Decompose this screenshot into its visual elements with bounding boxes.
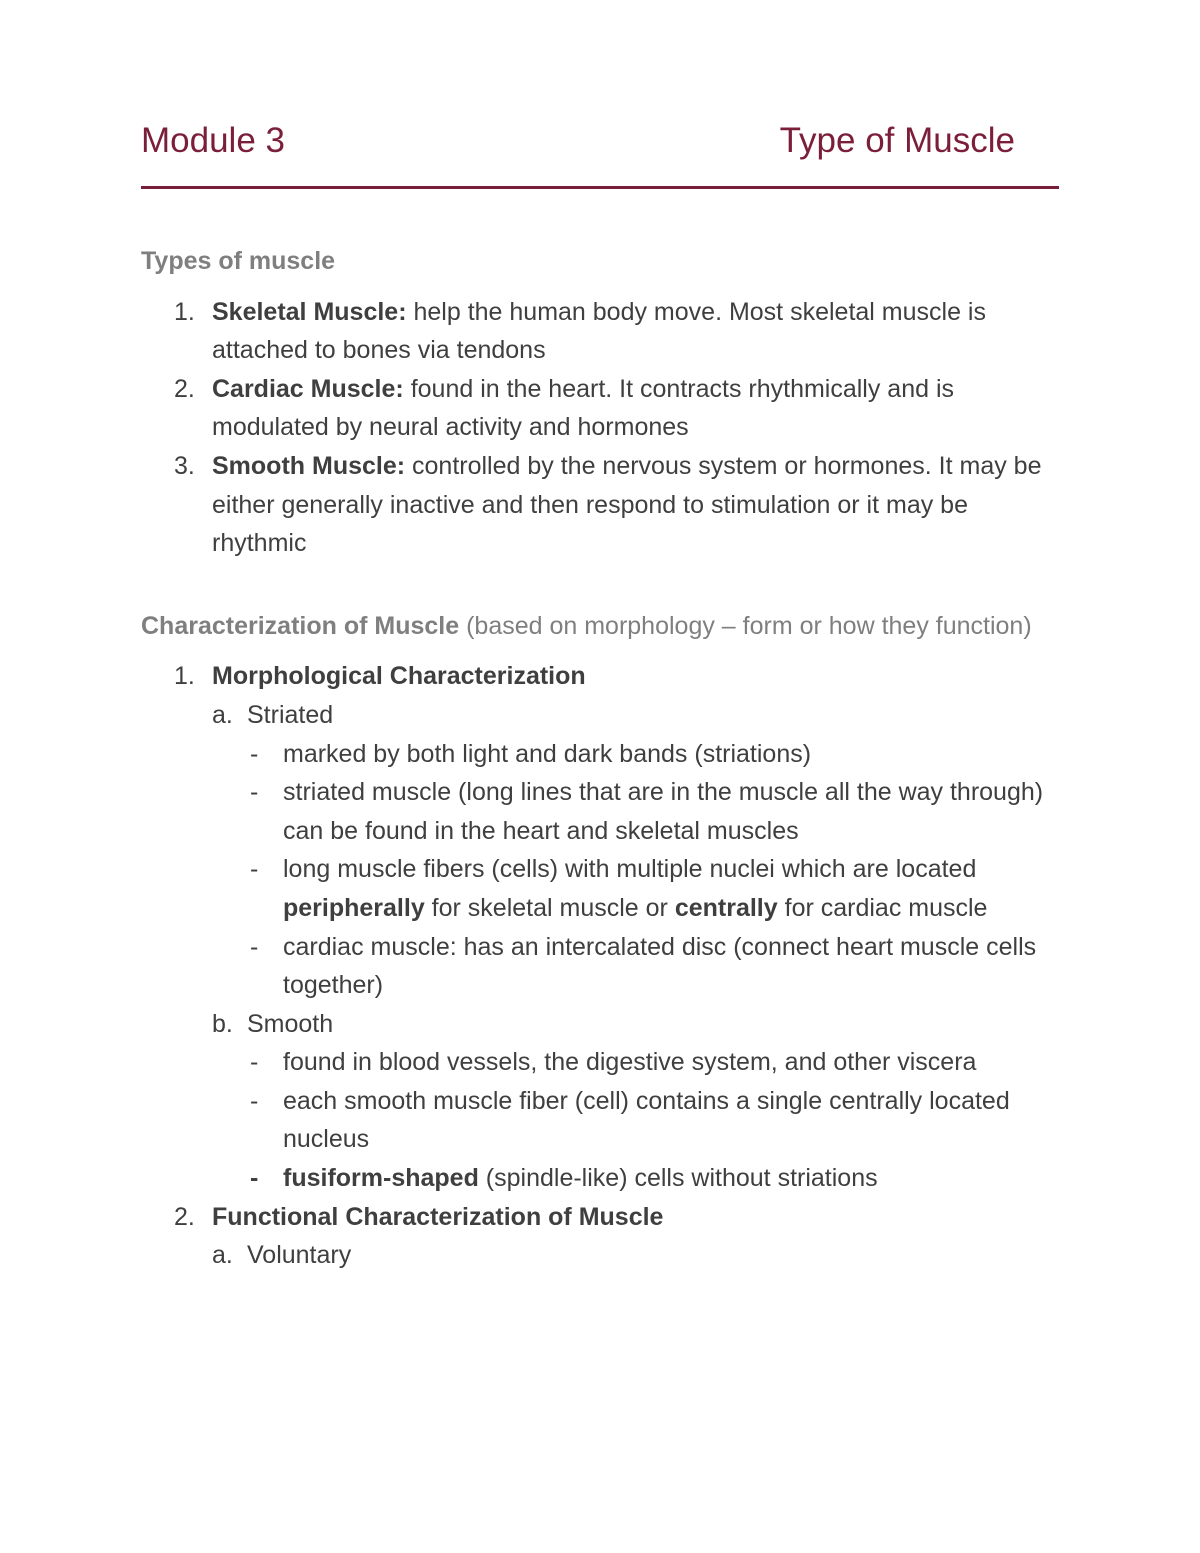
term-label: Smooth Muscle:: [212, 451, 406, 480]
list-number: 2.: [174, 1202, 195, 1231]
bullet-emphasis: fusiform-shaped: [283, 1164, 479, 1193]
bullet-list: [247, 1043, 1059, 1197]
list-item-title: Functional Characterization of Muscle: [212, 1202, 664, 1231]
list-number: 1.: [174, 297, 195, 326]
dash-marker: -: [250, 1164, 259, 1193]
sub-list-item: [212, 1236, 1059, 1275]
bullet-item: [247, 773, 1059, 850]
bullet-text: (spindle-like) cells without striations: [478, 1164, 878, 1193]
dash-marker: -: [250, 1086, 259, 1115]
list-item: [141, 447, 1059, 563]
module-title: Module 3: [141, 121, 285, 160]
bullet-item: [247, 1082, 1059, 1159]
list-number: 2.: [174, 374, 195, 403]
bullet-item: [247, 735, 1059, 774]
dash-marker: -: [250, 1048, 259, 1077]
bullet-emphasis: peripherally: [283, 893, 425, 922]
characterization-list: [141, 657, 1059, 1275]
bullet-text: each smooth muscle fiber (cell) contains a single centrally located nucleus: [283, 1086, 1010, 1154]
term-description: controlled by the nervous system or hormones. It may be either generally inactive and then respond to stimulation or it may be rhythmic: [212, 451, 1042, 558]
bullet-text: for skeletal muscle or: [424, 893, 675, 922]
sub-list: [212, 1236, 1059, 1275]
bullet-item: [247, 1043, 1059, 1082]
page-header: [141, 118, 1059, 168]
sub-letter: a.: [212, 1241, 233, 1270]
bullet-text: marked by both light and dark bands (striations): [283, 739, 812, 768]
bullet-text: striated muscle (long lines that are in the muscle all the way through) can be found in the heart and skeletal muscles: [283, 778, 1044, 845]
sub-letter: b.: [212, 1009, 233, 1038]
dash-marker: -: [250, 778, 259, 807]
dash-marker: -: [250, 932, 259, 961]
bullet-text: for cardiac muscle: [777, 893, 988, 922]
bullet-item: [247, 850, 1059, 927]
bullet-text: found in blood vessels, the digestive system, and other viscera: [283, 1048, 977, 1077]
document-body: [141, 242, 1059, 1275]
section-spacer: [141, 563, 1059, 607]
list-item: [141, 370, 1059, 447]
dash-marker: -: [250, 855, 259, 884]
term-description: help the human body move. Most skeletal muscle is attached to bones via tendons: [212, 297, 986, 365]
sub-label: Striated: [247, 700, 334, 729]
term-label: Cardiac Muscle:: [212, 374, 404, 403]
bullet-text: long muscle fibers (cells) with multiple nuclei which are located: [283, 855, 977, 884]
sub-label: Smooth: [247, 1009, 334, 1038]
sub-list: [212, 696, 1059, 1198]
bullet-emphasis: centrally: [674, 893, 778, 922]
bullet-list: [247, 735, 1059, 1005]
header-divider: [141, 186, 1059, 189]
bullet-item: [247, 1159, 1059, 1198]
heading-note: (based on morphology – form or how they function): [459, 611, 1032, 640]
term-label: Skeletal Muscle:: [212, 297, 407, 326]
types-list: [141, 293, 1059, 563]
sub-list-item: [212, 1005, 1059, 1198]
list-item: [141, 657, 1059, 1197]
dash-marker: -: [250, 739, 259, 768]
bullet-text: cardiac muscle: has an intercalated disc (connect heart muscle cells together): [283, 932, 1037, 1000]
list-number: 1.: [174, 662, 195, 691]
sub-list-item: [212, 696, 1059, 1005]
section-heading-types: Types of muscle: [141, 247, 336, 275]
list-item: [141, 293, 1059, 370]
section-heading-characterization: [141, 607, 1059, 646]
sub-letter: a.: [212, 700, 233, 729]
sub-label: Voluntary: [247, 1241, 352, 1270]
list-item: [141, 1198, 1059, 1275]
list-number: 3.: [174, 451, 195, 480]
bullet-item: [247, 928, 1059, 1005]
term-description: found in the heart. It contracts rhythmically and is modulated by neural activity and hormones: [212, 374, 955, 442]
list-item-title: Morphological Characterization: [212, 662, 586, 691]
heading-text: Characterization of Muscle: [141, 611, 460, 640]
topic-title: Type of Muscle: [779, 121, 1015, 160]
